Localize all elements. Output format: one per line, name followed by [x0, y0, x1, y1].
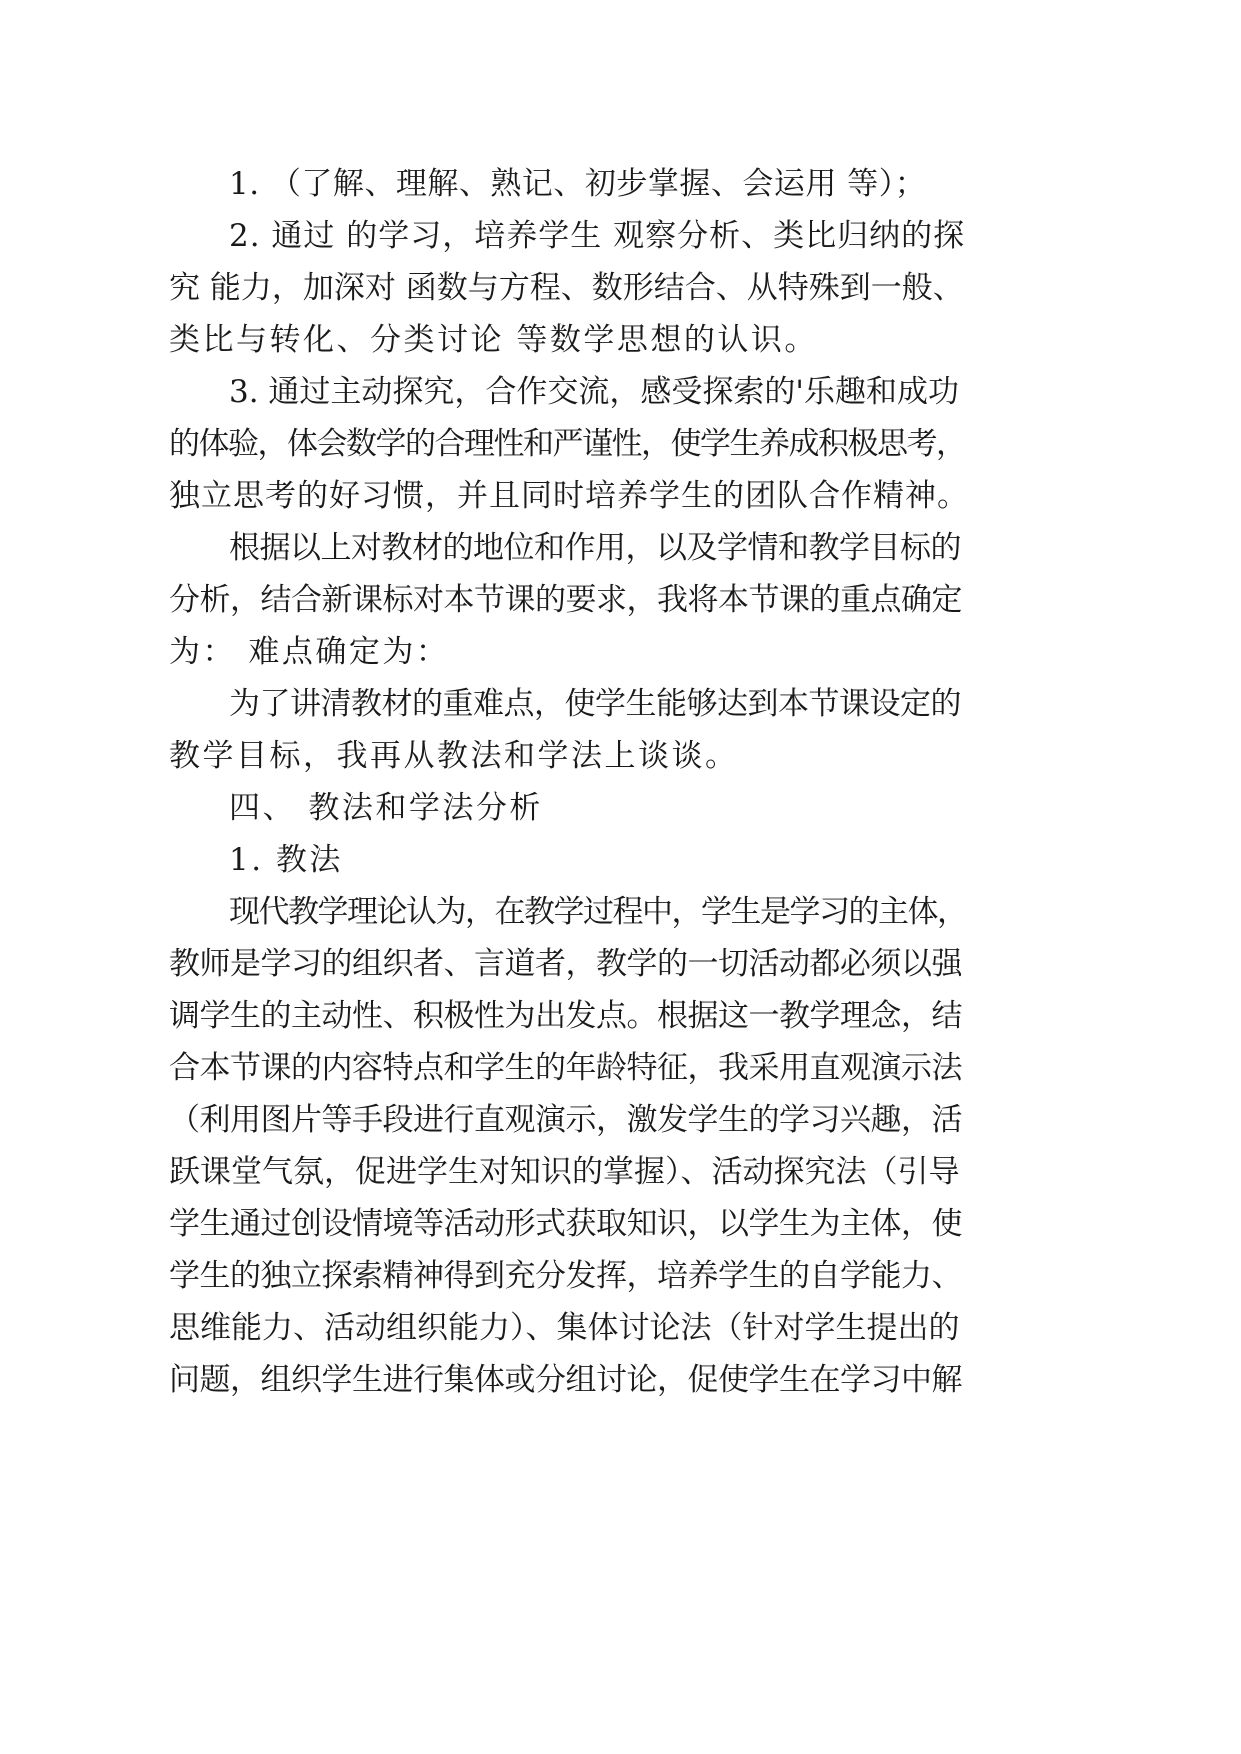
text-line-1: 1. （了解、理解、熟记、初步掌握、会运用 等）； [229, 166, 927, 202]
text-line-5: 3. 通过主动探究，合作交流，感受探索的'乐趣和成功 [229, 374, 959, 410]
text-line-7: 独立思考的好习惯，并且同时培养学生的团队合作精神。 [169, 478, 969, 514]
text-line-9: 分析，结合新课标对本节课的要求，我将本节课的重点确定 [169, 582, 962, 618]
text-line-19: （利用图片等手段进行直观演示，激发学生的学习兴趣，活 [169, 1102, 962, 1138]
text-line-4: 类比与转化、分类讨论 等数学思想的认识。 [169, 322, 818, 358]
text-line-2: 2. 通过 的学习，培养学生 观察分析、类比归纳的探 [229, 218, 966, 254]
text-line-10: 为： 难点确定为： [169, 634, 450, 670]
text-line-18: 合本节课的内容特点和学生的年龄特征，我采用直观演示法 [169, 1050, 962, 1086]
text-line-21: 学生通过创设情境等活动形式获取知识，以学生为主体，使 [169, 1206, 962, 1242]
text-line-22: 学生的独立探索精神得到充分发挥，培养学生的自学能力、 [169, 1258, 962, 1294]
text-line-15: 现代教学理论认为，在教学过程中，学生是学习的主体， [229, 894, 967, 930]
text-line-20: 跃课堂气氛，促进学生对知识的掌握）、活动探究法（引导 [169, 1154, 960, 1190]
text-line-24: 问题，组织学生进行集体或分组讨论，促使学生在学习中解 [169, 1362, 962, 1398]
text-line-17: 调学生的主动性、积极性为出发点。根据这一教学理念，结 [169, 998, 962, 1034]
section-heading: 四、 教法和学法分析 [229, 790, 543, 826]
subsection-heading: 1. 教法 [229, 842, 343, 878]
text-line-3: 究 能力，加深对 函数与方程、数形结合、从特殊到一般、 [169, 270, 964, 306]
text-line-6: 的体验，体会数学的合理性和严谨性，使学生养成积极思考， [169, 426, 966, 462]
text-line-8: 根据以上对教材的地位和作用，以及学情和教学目标的 [229, 530, 961, 566]
text-line-23: 思维能力、活动组织能力）、集体讨论法（针对学生提出的 [169, 1310, 960, 1346]
text-line-16: 教师是学习的组织者、言道者，教学的一切活动都必须以强 [169, 946, 962, 982]
text-line-12: 教学目标，我再从教法和学法上谈谈。 [169, 738, 739, 774]
text-line-11: 为了讲清教材的重难点，使学生能够达到本节课设定的 [229, 686, 961, 722]
